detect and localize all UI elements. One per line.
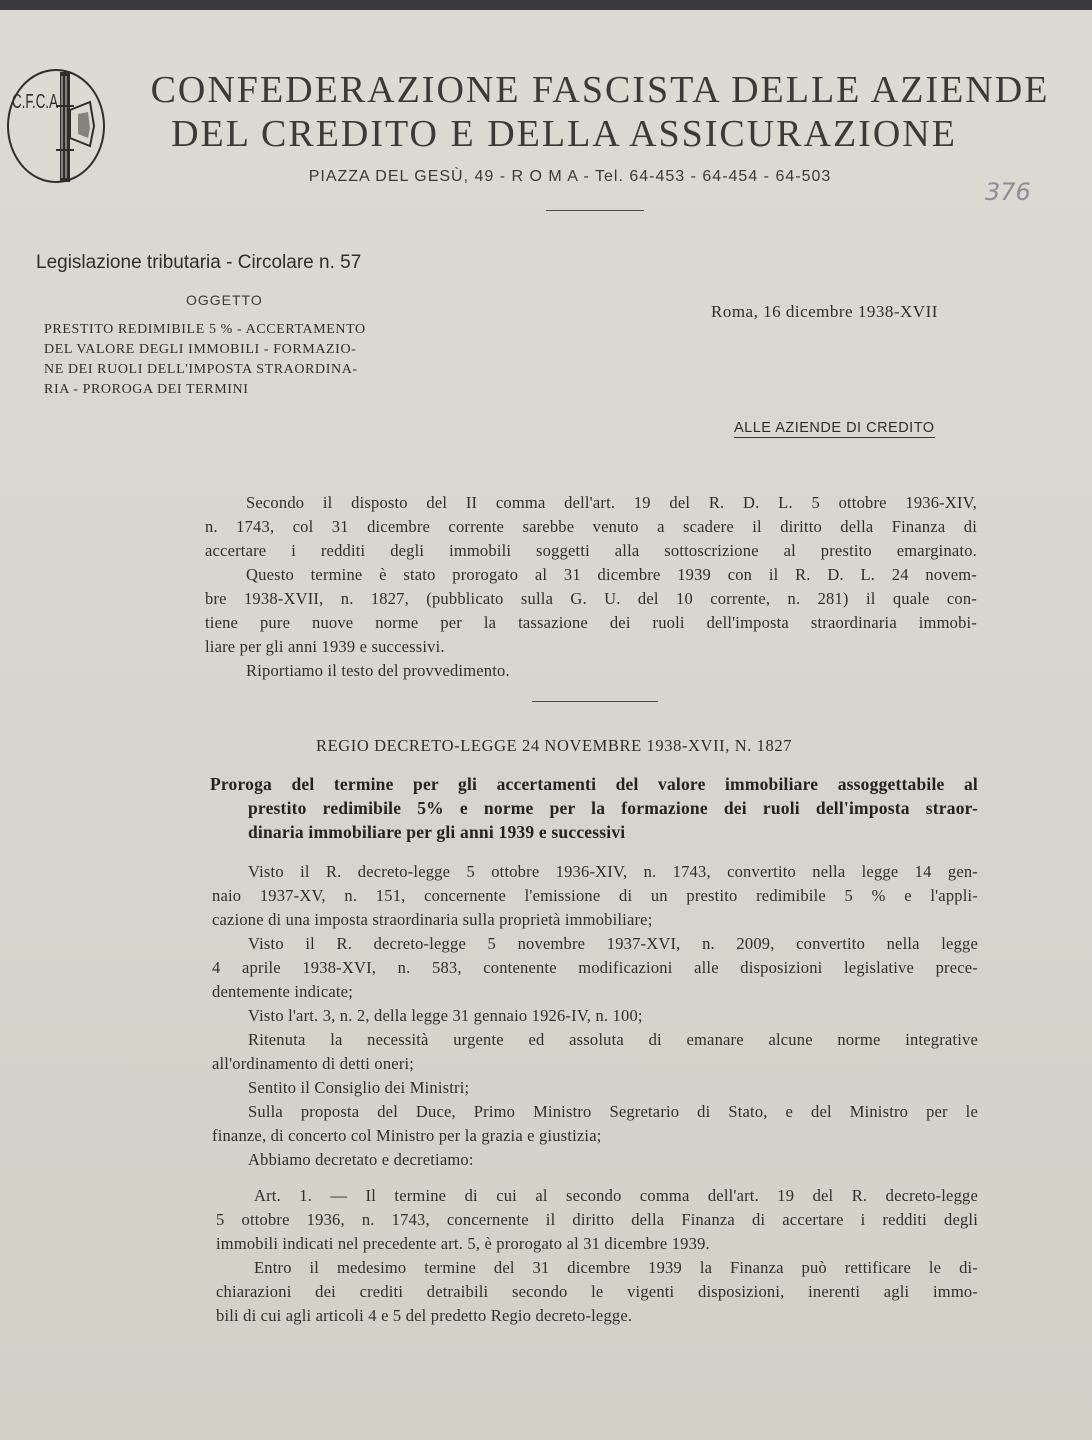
- article-line: immobili indicati nel precedente art. 5, è prorogato al 31 dicembre 1939.: [216, 1234, 710, 1253]
- handwritten-page-number: 376: [985, 178, 1031, 206]
- decree-body-line: Visto l'art. 3, n. 2, della legge 31 gennaio 1926-IV, n. 100;: [248, 1006, 643, 1025]
- decree-body-line: all'ordinamento di detti oneri;: [212, 1054, 415, 1073]
- header-divider: [546, 210, 644, 211]
- intro-line: tiene pure nuove norme per la tassazione dei ruoli dell'imposta straordinaria immobi-: [205, 613, 977, 632]
- decree-body-line: Sulla proposta del Duce, Primo Ministro Segretario di Stato, e del Ministro per le: [248, 1102, 978, 1121]
- subject-line: RIA - PROROGA DEI TERMINI: [44, 382, 249, 397]
- letter-date: Roma, 16 dicembre 1938-XVII: [711, 302, 938, 321]
- article-line: Entro il medesimo termine del 31 dicembre 1939 la Finanza può rettificare le di-: [254, 1258, 978, 1277]
- decree-body-line: naio 1937-XV, n. 151, concernente l'emissione di un prestito redimibile 5 % e l'appli-: [212, 886, 978, 905]
- intro-line: n. 1743, col 31 dicembre corrente sarebbe venuto a scadere il diritto della Finanza di: [205, 517, 977, 536]
- subject-line: PRESTITO REDIMIBILE 5 % - ACCERTAMENTO: [44, 322, 366, 337]
- decree-title-line: prestito redimibile 5% e norme per la formazione dei ruoli dell'imposta straor-: [248, 798, 978, 818]
- org-name-line-1: CONFEDERAZIONE FASCISTA DELLE AZIENDE: [150, 69, 1050, 111]
- decree-body-line: 4 aprile 1938-XVI, n. 583, contenente modificazioni alle disposizioni legislative prece-: [212, 958, 978, 977]
- article-line: bili di cui agli articoli 4 e 5 del predetto Regio decreto-legge.: [216, 1306, 633, 1325]
- article-line: Art. 1. — Il termine di cui al secondo comma dell'art. 19 del R. decreto-legge: [254, 1186, 978, 1205]
- subject-label: OGGETTO: [186, 292, 263, 308]
- decree-title-line: dinaria immobiliare per gli anni 1939 e successivi: [248, 822, 626, 842]
- subject-line: DEL VALORE DEGLI IMMOBILI - FORMAZIO-: [44, 342, 357, 357]
- scan-top-edge: [0, 0, 1092, 10]
- logo-letters: C.F.C.A: [12, 91, 59, 113]
- intro-line: bre 1938-XVII, n. 1827, (pubblicato sulla G. U. del 10 corrente, n. 281) il quale con-: [205, 589, 977, 608]
- decree-body-line: Sentito il Consiglio dei Ministri;: [248, 1078, 470, 1097]
- circular-reference: Legislazione tributaria - Circolare n. 57: [36, 252, 362, 273]
- decree-body-line: cazione di una imposta straordinaria sulla proprietà immobiliare;: [212, 910, 653, 929]
- decree-body-line: Ritenuta la necessità urgente ed assoluta di emanare alcune norme integrative: [248, 1030, 978, 1049]
- intro-line: accertare i redditi degli immobili soggetti alla sottoscrizione al prestito emarginato.: [205, 541, 977, 560]
- intro-line: Questo termine è stato prorogato al 31 dicembre 1939 con il R. D. L. 24 novem-: [246, 565, 977, 584]
- intro-line: liare per gli anni 1939 e successivi.: [205, 637, 445, 656]
- decree-body-line: finanze, di concerto col Ministro per la grazia e giustizia;: [212, 1126, 602, 1145]
- intro-line: Secondo il disposto del II comma dell'art. 19 del R. D. L. 5 ottobre 1936-XIV,: [246, 493, 977, 512]
- decree-title-line: Proroga del termine per gli accertamenti del valore immobiliare assoggettabile al: [210, 774, 978, 794]
- fasces-emblem-icon: [4, 66, 108, 186]
- decree-body-line: dentemente indicate;: [212, 982, 353, 1001]
- org-address: PIAZZA DEL GESÙ, 49 - R O M A - Tel. 64-453 - 64-454 - 64-503: [308, 168, 832, 185]
- decree-body-line: Abbiamo decretato e decretiamo:: [248, 1150, 474, 1169]
- decree-body-line: Visto il R. decreto-legge 5 ottobre 1936-XIV, n. 1743, convertito nella legge 14 gen-: [248, 862, 978, 881]
- subject-line: NE DEI RUOLI DELL'IMPOSTA STRAORDINA-: [44, 362, 358, 377]
- article-line: 5 ottobre 1936, n. 1743, concernente il diritto della Finanza di accertare i redditi degli: [216, 1210, 978, 1229]
- addressee: ALLE AZIENDE DI CREDITO: [734, 420, 935, 436]
- section-divider: [532, 701, 658, 702]
- decree-body-line: Visto il R. decreto-legge 5 novembre 1937-XVI, n. 2009, convertito nella legge: [248, 934, 978, 953]
- org-name-line-2: DEL CREDITO E DELLA ASSICURAZIONE: [171, 113, 957, 155]
- decree-heading: REGIO DECRETO-LEGGE 24 NOVEMBRE 1938-XVII, N. 1827: [316, 736, 793, 755]
- article-line: chiarazioni dei crediti detraibili secondo le vigenti disposizioni, inerenti agli immo-: [216, 1282, 978, 1301]
- intro-line: Riportiamo il testo del provvedimento.: [246, 661, 510, 680]
